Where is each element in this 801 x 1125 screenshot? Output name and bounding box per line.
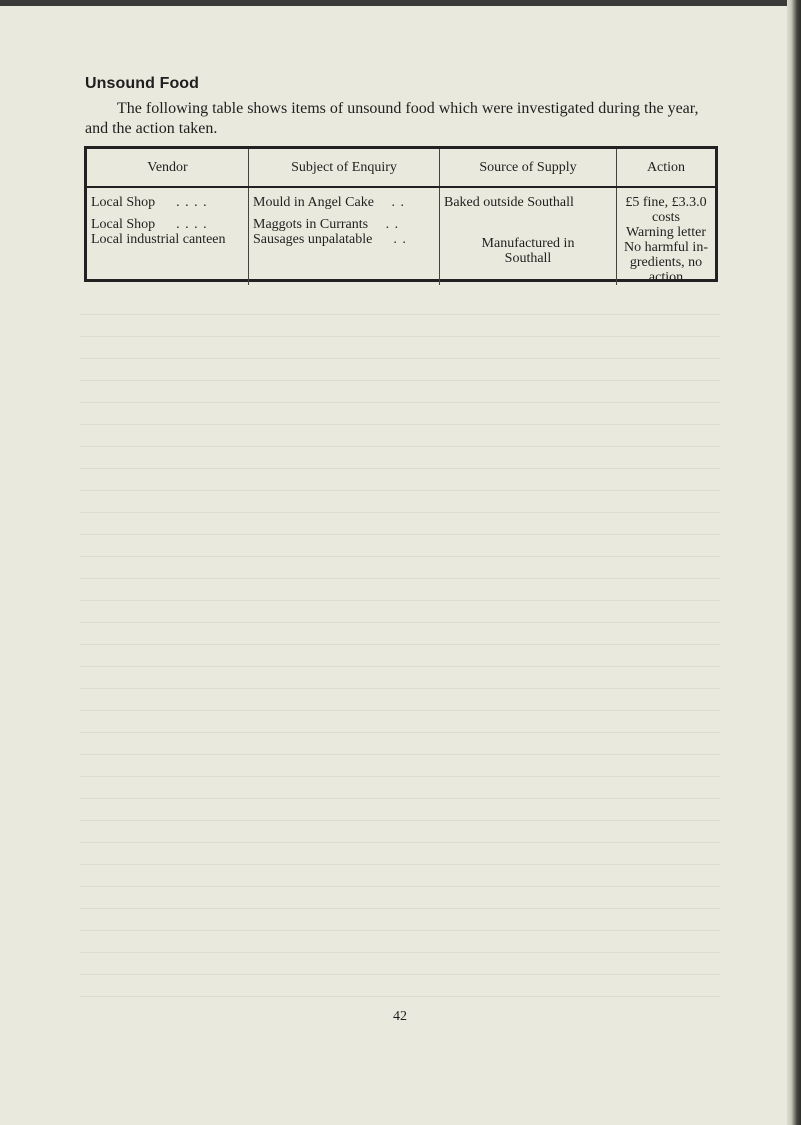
table-row-3-source-line-1: Manufactured in <box>481 236 575 251</box>
table-row-2-subject: Maggots in Currants . . <box>253 217 400 232</box>
table-row-2-vendor: Local Shop . . . . <box>91 217 208 232</box>
header-source: Source of Supply <box>440 149 617 187</box>
scan-right-edge <box>787 0 801 1125</box>
table-row-3-vendor: Local industrial canteen <box>91 232 226 247</box>
subject-cell <box>249 187 440 285</box>
page-number: 42 <box>393 1009 407 1024</box>
table-row-3-action-line-1: No harmful in- <box>624 240 708 255</box>
table-row-3-action-line-2: gredients, no <box>629 255 703 270</box>
table-row-1-action-line-2: costs <box>652 210 680 225</box>
source-cell <box>440 187 617 285</box>
header-vendor: Vendor <box>87 149 249 187</box>
section-heading: Unsound Food <box>85 75 200 92</box>
table-row-1-source: Baked outside Southall <box>444 195 574 210</box>
header-subject: Subject of Enquiry <box>249 149 440 187</box>
table-row-3-subject: Sausages unpalatable . . <box>253 232 407 247</box>
table-row-1-action-line-1: £5 fine, £3.3.0 <box>625 195 707 210</box>
header-action: Action <box>617 149 716 187</box>
intro-paragraph: The following table shows items of unsound food which were investigated during the year, and the action taken. <box>85 100 699 137</box>
table-header-row <box>87 149 715 187</box>
scan-top-edge <box>0 0 801 6</box>
action-cell <box>617 187 716 285</box>
unsound-food-table <box>84 146 718 285</box>
table-row-2-action: Warning letter <box>625 225 707 240</box>
table-body-row <box>87 187 715 285</box>
table-row-1-subject: Mould in Angel Cake . . <box>253 195 405 210</box>
table-row-3-action-line-3: action <box>648 270 684 285</box>
vendor-cell <box>87 187 249 285</box>
table-row-3-source-line-2: Southall <box>504 251 552 266</box>
table-row-1-vendor: Local Shop . . . . <box>91 195 208 210</box>
show-through-text <box>80 300 720 1000</box>
table <box>87 149 715 285</box>
